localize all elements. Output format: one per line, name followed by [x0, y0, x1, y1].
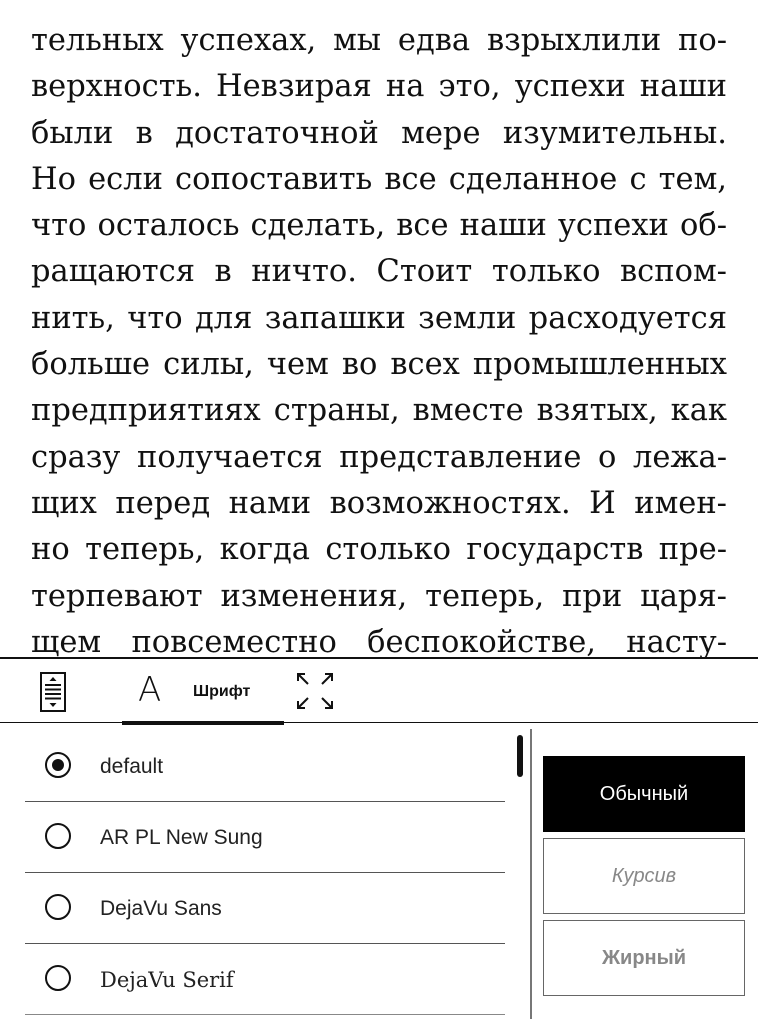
font-option-label: AR PL New Sung	[100, 826, 263, 849]
font-option-dejavu-serif[interactable]	[25, 944, 505, 1015]
text-line: щих перед нами возможностях. И имен-	[31, 485, 727, 521]
tab-font-label: Шрифт	[193, 683, 251, 700]
font-option-label: default	[100, 755, 164, 778]
text-line: щем повсеместно беспокойстве, насту-	[31, 624, 727, 657]
radio-unchecked-icon[interactable]	[45, 965, 71, 991]
text-line: терпевают изменения, теперь, при царя-	[31, 578, 727, 614]
text-line: были в достаточной мере изумительны.	[31, 115, 727, 151]
regular-style-button[interactable]: Обычный	[543, 756, 745, 832]
text-line: верхность. Невзирая на это, успехи наши	[31, 69, 727, 105]
font-option-ar-pl-new-sung[interactable]	[25, 802, 505, 873]
font-option-default[interactable]	[25, 731, 505, 802]
text-line: ращаются в ничто. Стоит только вспом-	[31, 254, 727, 290]
bold-style-button[interactable]: Жирный	[543, 920, 745, 996]
scrollbar-thumb[interactable]	[517, 735, 523, 777]
font-option-label: DejaVu Sans	[100, 897, 222, 920]
text-line: тельных успехах, мы едва взрыхлили по-	[31, 23, 727, 58]
radio-checked-icon[interactable]	[45, 752, 71, 778]
font-option-label: DejaVu Serif	[100, 968, 234, 992]
text-line: но теперь, когда столько государств пре-	[31, 532, 727, 568]
text-line: сразу получается представление о лежа-	[31, 439, 727, 475]
tab-font[interactable]	[122, 659, 284, 723]
radio-unchecked-icon[interactable]	[45, 894, 71, 920]
font-style-buttons	[543, 756, 745, 1002]
text-line: больше силы, чем во всех промышленных	[31, 347, 727, 383]
text-line: нить, что для запашки земли расходуется	[31, 300, 727, 336]
font-list	[25, 731, 505, 1015]
font-glyph-icon: A	[138, 670, 162, 710]
line-spacing-icon[interactable]	[40, 672, 66, 712]
book-text	[31, 18, 727, 657]
radio-unchecked-icon[interactable]	[45, 823, 71, 849]
text-line: Но если сопоставить все сделанное с тем,	[31, 161, 727, 197]
text-line: что осталось сделать, все наши успехи об-	[31, 208, 727, 244]
font-settings-panel	[0, 723, 758, 1024]
settings-toolbar	[0, 657, 758, 723]
italic-style-button[interactable]: Курсив	[543, 838, 745, 914]
panel-divider	[530, 729, 532, 1019]
text-line: предприятиях страны, вместе взятых, как	[31, 393, 727, 429]
font-option-dejavu-sans[interactable]	[25, 873, 505, 944]
expand-icon[interactable]	[294, 670, 336, 712]
